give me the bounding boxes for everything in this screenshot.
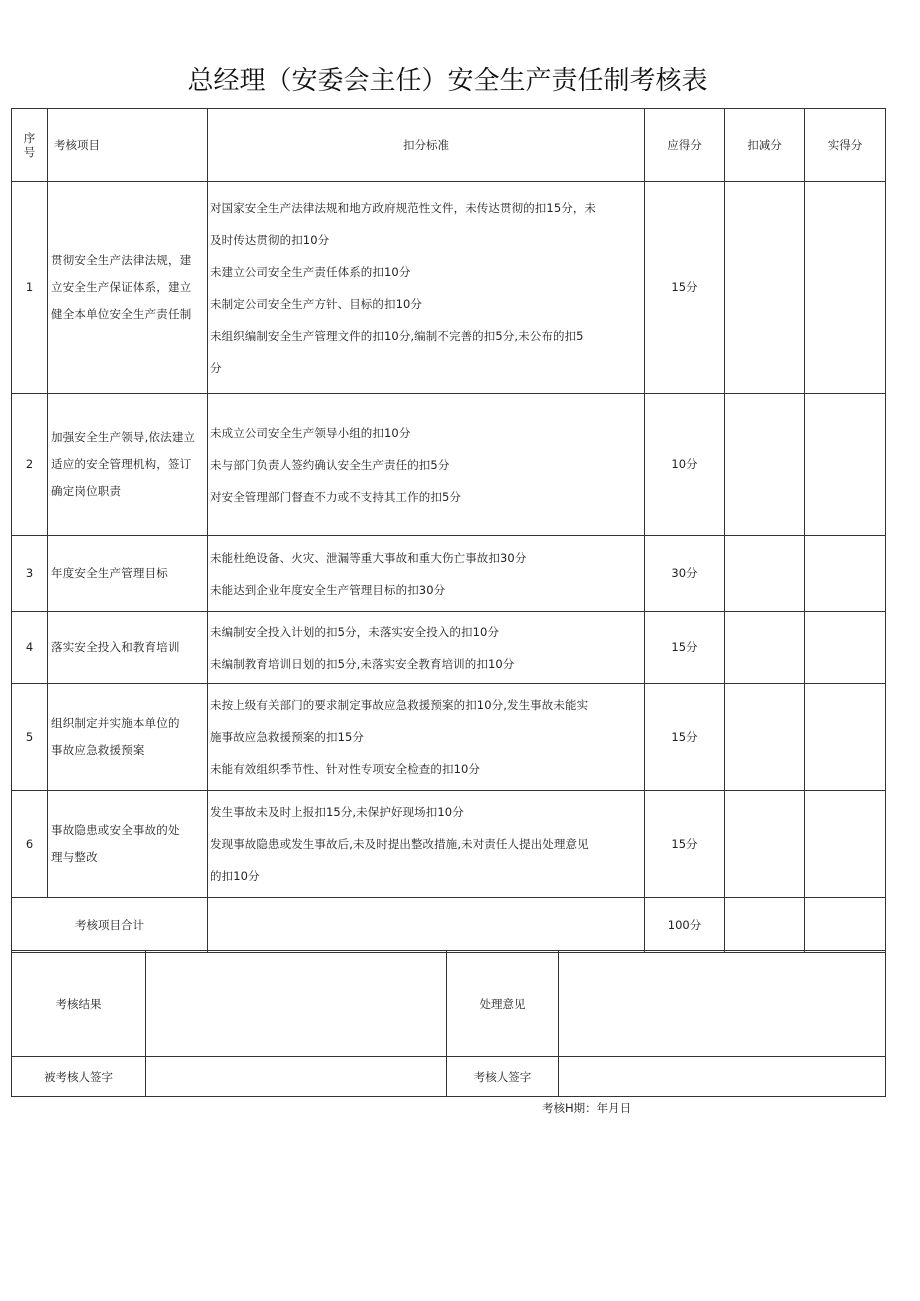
row-due-score: 15分 <box>645 684 725 791</box>
row-no: 6 <box>12 791 48 898</box>
row-actual-cell[interactable] <box>805 791 886 898</box>
total-row <box>12 898 886 953</box>
row-item-line: 组织制定并实施本单位的 <box>51 716 180 730</box>
row-no: 2 <box>12 394 48 536</box>
row-due-score: 15分 <box>645 182 725 394</box>
criteria-line: 未能杜绝设备、火灾、泄漏等重大事故和重大伤亡事故扣30分 <box>210 550 527 565</box>
row-criteria <box>208 182 645 394</box>
header-no <box>12 109 48 182</box>
row-no: 4 <box>12 612 48 684</box>
result-table <box>11 950 886 1097</box>
page-title: 总经理（安委会主任）安全生产责任制考核表 <box>187 66 708 96</box>
result-field[interactable] <box>146 951 447 1057</box>
criteria-line: 对国家安全生产法律法规和地方政府规范性文件，未传达贯彻的扣15分，未 <box>210 200 597 215</box>
row-actual-cell[interactable] <box>805 612 886 684</box>
criteria-line: 及时传达贯彻的扣10分 <box>210 232 330 247</box>
criteria-line: 未能有效组织季节性、针对性专项安全检查的扣10分 <box>210 762 481 776</box>
row-item <box>48 182 208 394</box>
total-score: 100分 <box>645 898 725 953</box>
row-item-line: 年度安全生产管理目标 <box>51 566 168 580</box>
total-criteria-cell <box>208 898 645 953</box>
row-deduct-cell[interactable] <box>725 684 805 791</box>
criteria-line: 对安全管理部门督查不力或不支持其工作的扣5分 <box>210 489 462 504</box>
row-no: 1 <box>12 182 48 394</box>
examinee-sign-label: 被考核人签字 <box>12 1057 146 1097</box>
row-no: 5 <box>12 684 48 791</box>
row-item-line: 加强安全生产领导,依法建立 <box>51 430 196 444</box>
header-criteria: 扣分标准 <box>208 109 645 182</box>
row-actual-cell[interactable] <box>805 684 886 791</box>
header-due-score: 应得分 <box>645 109 725 182</box>
criteria-line: 发现事故隐患或发生事故后,未及时提出整改措施,未对责任人提出处理意见 <box>210 837 589 851</box>
row-criteria <box>208 791 645 898</box>
criteria-line: 发生事故未及时上报扣15分,未保护好现场扣10分 <box>210 805 464 819</box>
opinion-field[interactable] <box>559 951 886 1057</box>
table-row <box>12 612 886 684</box>
result-row <box>12 951 886 1057</box>
header-item: 考核项目 <box>48 109 208 182</box>
row-item-line: 确定岗位职责 <box>51 484 122 498</box>
row-due-score: 15分 <box>645 791 725 898</box>
total-label: 考核项目合计 <box>12 898 208 953</box>
header-actual-score: 实得分 <box>805 109 886 182</box>
row-item <box>48 791 208 898</box>
criteria-line: 未制定公司安全生产方针、目标的扣10分 <box>210 296 423 311</box>
row-item-line: 立安全生产保证体系，建立 <box>51 280 192 294</box>
row-item <box>48 536 208 612</box>
table-header-row <box>12 109 886 182</box>
row-due-score: 30分 <box>645 536 725 612</box>
criteria-line: 未按上级有关部门的要求制定事故应急救援预案的扣10分,发生事故未能实 <box>210 698 589 712</box>
row-item-line: 健全本单位安全生产责任制 <box>51 307 192 321</box>
criteria-line: 未编制安全投入计划的扣5分，未落实安全投入的扣10分 <box>210 624 500 639</box>
header-no-line1: 序 <box>23 130 36 145</box>
examiner-sign-field[interactable] <box>559 1057 886 1097</box>
header-no-line2: 号 <box>23 145 36 159</box>
row-actual-cell[interactable] <box>805 182 886 394</box>
criteria-line: 未与部门负责人签约确认安全生产责任的扣5分 <box>210 457 450 472</box>
row-deduct-cell[interactable] <box>725 182 805 394</box>
row-item-line: 贯彻安全生产法律法规，建 <box>51 253 192 267</box>
row-criteria <box>208 394 645 536</box>
criteria-line: 未组织编制安全生产管理文件的扣10分,编制不完善的扣5分,未公布的扣5 <box>210 328 584 343</box>
criteria-line: 施事故应急救援预案的扣15分 <box>210 730 365 744</box>
row-due-score: 15分 <box>645 612 725 684</box>
assessment-table <box>11 108 886 953</box>
row-item-line: 落实安全投入和教育培训 <box>51 640 180 654</box>
row-actual-cell[interactable] <box>805 536 886 612</box>
table-row <box>12 536 886 612</box>
row-deduct-cell[interactable] <box>725 791 805 898</box>
result-label: 考核结果 <box>12 951 146 1057</box>
opinion-label: 处理意见 <box>447 951 559 1057</box>
row-item <box>48 684 208 791</box>
header-deduct-score: 扣减分 <box>725 109 805 182</box>
examinee-sign-field[interactable] <box>146 1057 447 1097</box>
row-deduct-cell[interactable] <box>725 394 805 536</box>
table-row <box>12 182 886 394</box>
row-item <box>48 394 208 536</box>
table-row <box>12 791 886 898</box>
criteria-line: 未能达到企业年度安全生产管理目标的扣30分 <box>210 582 446 597</box>
row-criteria <box>208 536 645 612</box>
criteria-line: 未成立公司安全生产领导小组的扣10分 <box>210 425 411 440</box>
criteria-line: 未建立公司安全生产责任体系的扣10分 <box>210 264 411 279</box>
table-row <box>12 394 886 536</box>
criteria-line: 分 <box>210 360 222 375</box>
examiner-sign-label: 考核人签字 <box>447 1057 559 1097</box>
row-item-line: 事故应急救援预案 <box>51 743 145 757</box>
criteria-line: 的扣10分 <box>210 869 260 883</box>
row-no: 3 <box>12 536 48 612</box>
row-item-line: 理与整改 <box>51 850 98 864</box>
signature-row <box>12 1057 886 1097</box>
total-actual-cell[interactable] <box>805 898 886 953</box>
total-deduct-cell[interactable] <box>725 898 805 953</box>
table-row <box>12 684 886 791</box>
row-actual-cell[interactable] <box>805 394 886 536</box>
row-deduct-cell[interactable] <box>725 612 805 684</box>
row-criteria <box>208 684 645 791</box>
row-item-line: 适应的安全管理机构，签订 <box>51 457 192 471</box>
row-criteria <box>208 612 645 684</box>
row-item <box>48 612 208 684</box>
criteria-line: 未编制教育培训日划的扣5分,未落实安全教育培训的扣10分 <box>210 656 515 671</box>
assessment-date: 考核H期：年月日 <box>542 1101 632 1115</box>
row-item-line: 事故隐患或安全事故的处 <box>51 823 180 837</box>
row-deduct-cell[interactable] <box>725 536 805 612</box>
row-due-score: 10分 <box>645 394 725 536</box>
